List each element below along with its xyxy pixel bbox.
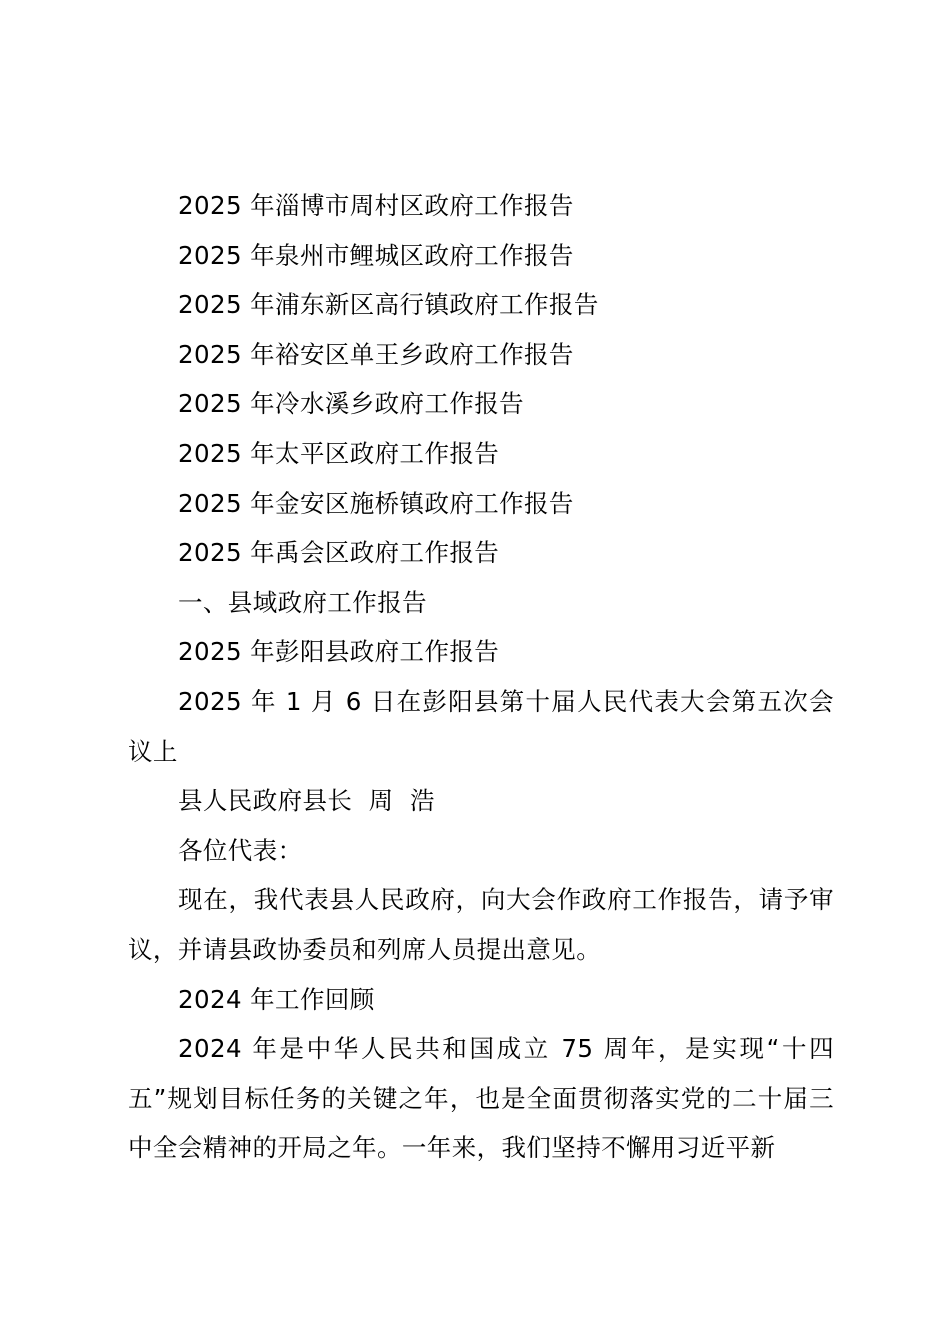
report-title: 2025 年彭阳县政府工作报告 — [178, 637, 500, 667]
speaker-line: 县人民政府县长 周 浩 — [178, 786, 435, 816]
toc-item: 2025 年禹会区政府工作报告 — [178, 538, 500, 568]
meeting-line: 2025 年 1 月 6 日在彭阳县第十届人民代表大会第五次会议上 — [128, 686, 834, 766]
toc-item: 2025 年浦东新区高行镇政府工作报告 — [178, 290, 599, 320]
toc-item: 2025 年淄博市周村区政府工作报告 — [178, 191, 574, 220]
document-body — [128, 181, 834, 1173]
toc-item: 2025 年泉州市鲤城区政府工作报告 — [178, 240, 574, 270]
review-paragraph: 2024 年是中华人民共和国成立 75 周年，是实现“十四五”规划目标任务的关键之年，也是全面贯彻落实党的二十届三中全会精神的开局之年。一年来，我们坚持不懈用习近平新 — [128, 1034, 834, 1163]
toc-item: 2025 年太平区政府工作报告 — [178, 438, 500, 468]
toc-item: 2025 年金安区施桥镇政府工作报告 — [178, 488, 574, 518]
review-heading: 2024 年工作回顾 — [178, 984, 375, 1014]
intro-paragraph: 现在，我代表县人民政府，向大会作政府工作报告，请予审议，并请县政协委员和列席人员提出意见。 — [128, 885, 834, 964]
salutation: 各位代表： — [178, 835, 303, 865]
toc-item: 2025 年冷水溪乡政府工作报告 — [178, 389, 525, 419]
toc-item: 2025 年裕安区单王乡政府工作报告 — [178, 339, 574, 369]
section-heading: 一、县域政府工作报告 — [178, 587, 427, 617]
